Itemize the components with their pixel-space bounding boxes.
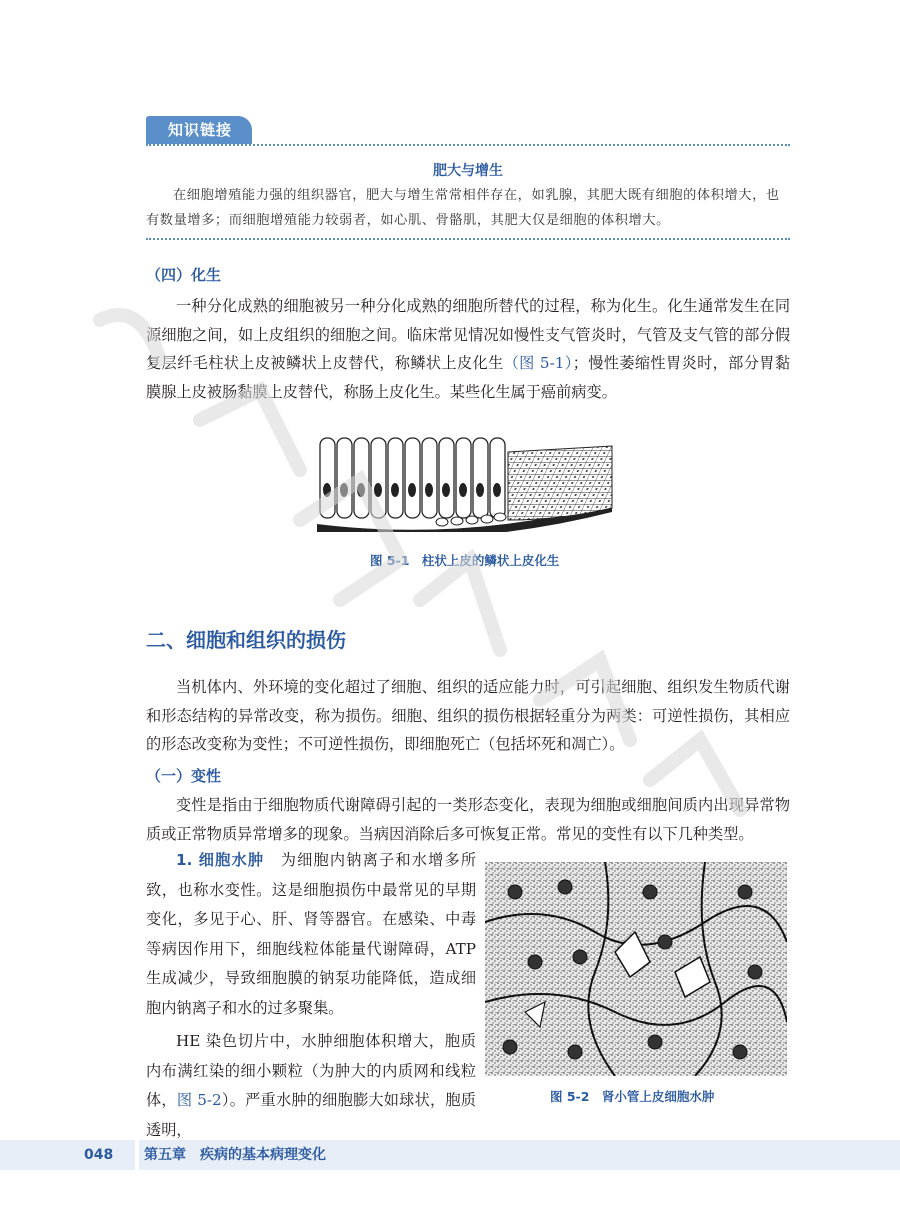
cell-edema-text-2b: ）。严重水肿的细胞膨大如球状，胞质透明， [146, 1091, 476, 1139]
figure-5-1-illustration [312, 432, 624, 532]
cell-edema-paragraph-2 [146, 1027, 476, 1145]
figure-5-2-reference[interactable]: 图 5-2 [176, 1091, 222, 1109]
knowledge-box-body: 在细胞增殖能力强的组织器官，肥大与增生常常相伴存在，如乳腺，其肥大既有细胞的体积增大，也有数量增多；而细胞增殖能力较弱者，如心肌、骨骼肌，其肥大仅是细胞的体积增大。 [146, 188, 780, 228]
cell-injury-heading: 二、细胞和组织的损伤 [146, 628, 346, 652]
cell-injury-intro: 当机体内、外环境的变化超过了细胞、组织的适应能力时，可引起细胞、组织发生物质代谢和形态结构的异常改变，称为损伤。细胞、组织的损伤根据轻重分为两类：可逆性损伤，其相应的形态改变称为变性；不可逆性损伤，即细胞死亡（包括坏死和凋亡）。 [146, 678, 790, 753]
knowledge-link-tab: 知识链接 [146, 116, 252, 144]
figure-5-1-reference[interactable]: （图 5-1） [503, 354, 573, 372]
cell-edema-text-2a: HE 染色切片中，水肿细胞体积增大，胞质内布满红染的细小颗粒（为肿大的内质网和线粒体， [146, 1032, 476, 1109]
knowledge-box-title: 肥大与增生 [433, 163, 503, 179]
metaplasia-heading: （四）化生 [146, 266, 222, 284]
cell-edema-term: 1. 细胞水肿 [176, 851, 265, 869]
page-number: 048 [84, 1147, 114, 1163]
knowledge-box-top-divider [146, 144, 790, 146]
figure-5-1-caption: 图 5-1 柱状上皮的鳞状上皮化生 [370, 553, 560, 568]
metaplasia-text-a: 一种分化成熟的细胞被另一种分化成熟的细胞所替代的过程，称为化生。化生通常发生在同源细胞之间，如上皮组织的细胞之间。临床常见情况如慢性支气管炎时，气管及支气管的部分假复层纤毛柱状上皮被鳞状上皮替代，称鳞状上皮化生 [146, 297, 790, 372]
cell-edema-text-1: 为细胞内钠离子和水增多所致，也称水变性。这是细胞损伤中最常见的早期变化，多见于心、肝、肾等器官。在感染、中毒等病因作用下，细胞线粒体能量代谢障碍，ATP 生成减少，导致细胞膜的钠泵功能降低，造成细胞内钠离子和水的过多聚集。 [146, 851, 476, 1017]
metaplasia-text-b: ；慢性萎缩性胃炎时，部分胃黏膜腺上皮被肠黏膜上皮替代，称肠上皮化生。某些化生属于癌前病变。 [146, 354, 791, 401]
figure-5-2-caption: 图 5-2 肾小管上皮细胞水肿 [550, 1089, 715, 1104]
footer-separator [135, 1140, 139, 1170]
knowledge-box-bottom-divider [146, 238, 790, 240]
degeneration-heading: （一）变性 [146, 767, 222, 785]
degeneration-paragraph: 变性是指由于细胞物质代谢障碍引起的一类形态变化，表现为细胞或细胞间质内出现异常物质或正常物质异常增多的现象。当病因消除后多可恢复正常。常见的变性有以下几种类型。 [146, 796, 790, 843]
cell-edema-paragraph-1 [146, 846, 476, 1023]
cell-edema-column [146, 846, 476, 1145]
chapter-title: 第五章 疾病的基本病理变化 [144, 1147, 326, 1163]
metaplasia-paragraph [146, 292, 790, 406]
figure-5-2-micrograph [485, 862, 787, 1076]
